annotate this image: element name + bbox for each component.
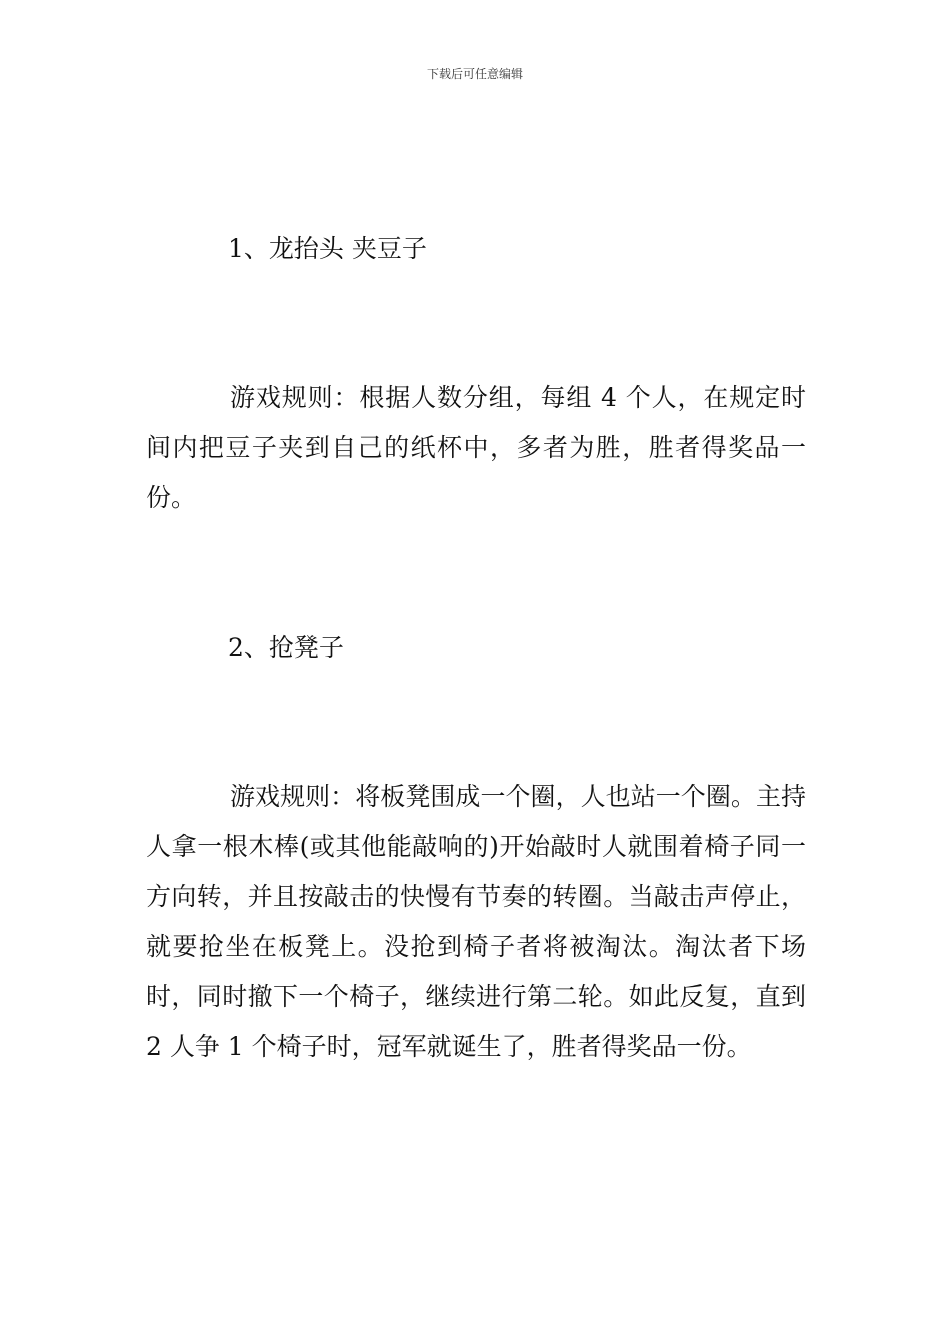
section-heading-1: 1、龙抬头 夹豆子 xyxy=(228,234,427,263)
page-header-note: 下载后可任意编辑 xyxy=(426,67,523,81)
section-heading-2: 2、抢凳子 xyxy=(228,633,344,662)
section-rule-paragraph-1: 游戏规则：根据人数分组，每组 4 个人，在规定时间内把豆子夹到自己的纸杯中，多者为胜，胜者得奖品一份。 xyxy=(146,383,806,512)
section-rule-paragraph-2: 游戏规则：将板凳围成一个圈，人也站一个圈。主持人拿一根木棒(或其他能敲响的)开始敲时人就围着椅子同一方向转，并且按敲击的快慢有节奏的转圈。当敲击声停止，就要抢坐在板凳上。没抢到椅子者将被淘汰。淘汰者下场时，同时撤下一个椅子，继续进行第二轮。如此反复，直到 2 人争 1 个椅子时，冠军就诞生了，胜者得奖品一份。 xyxy=(146,782,806,1061)
